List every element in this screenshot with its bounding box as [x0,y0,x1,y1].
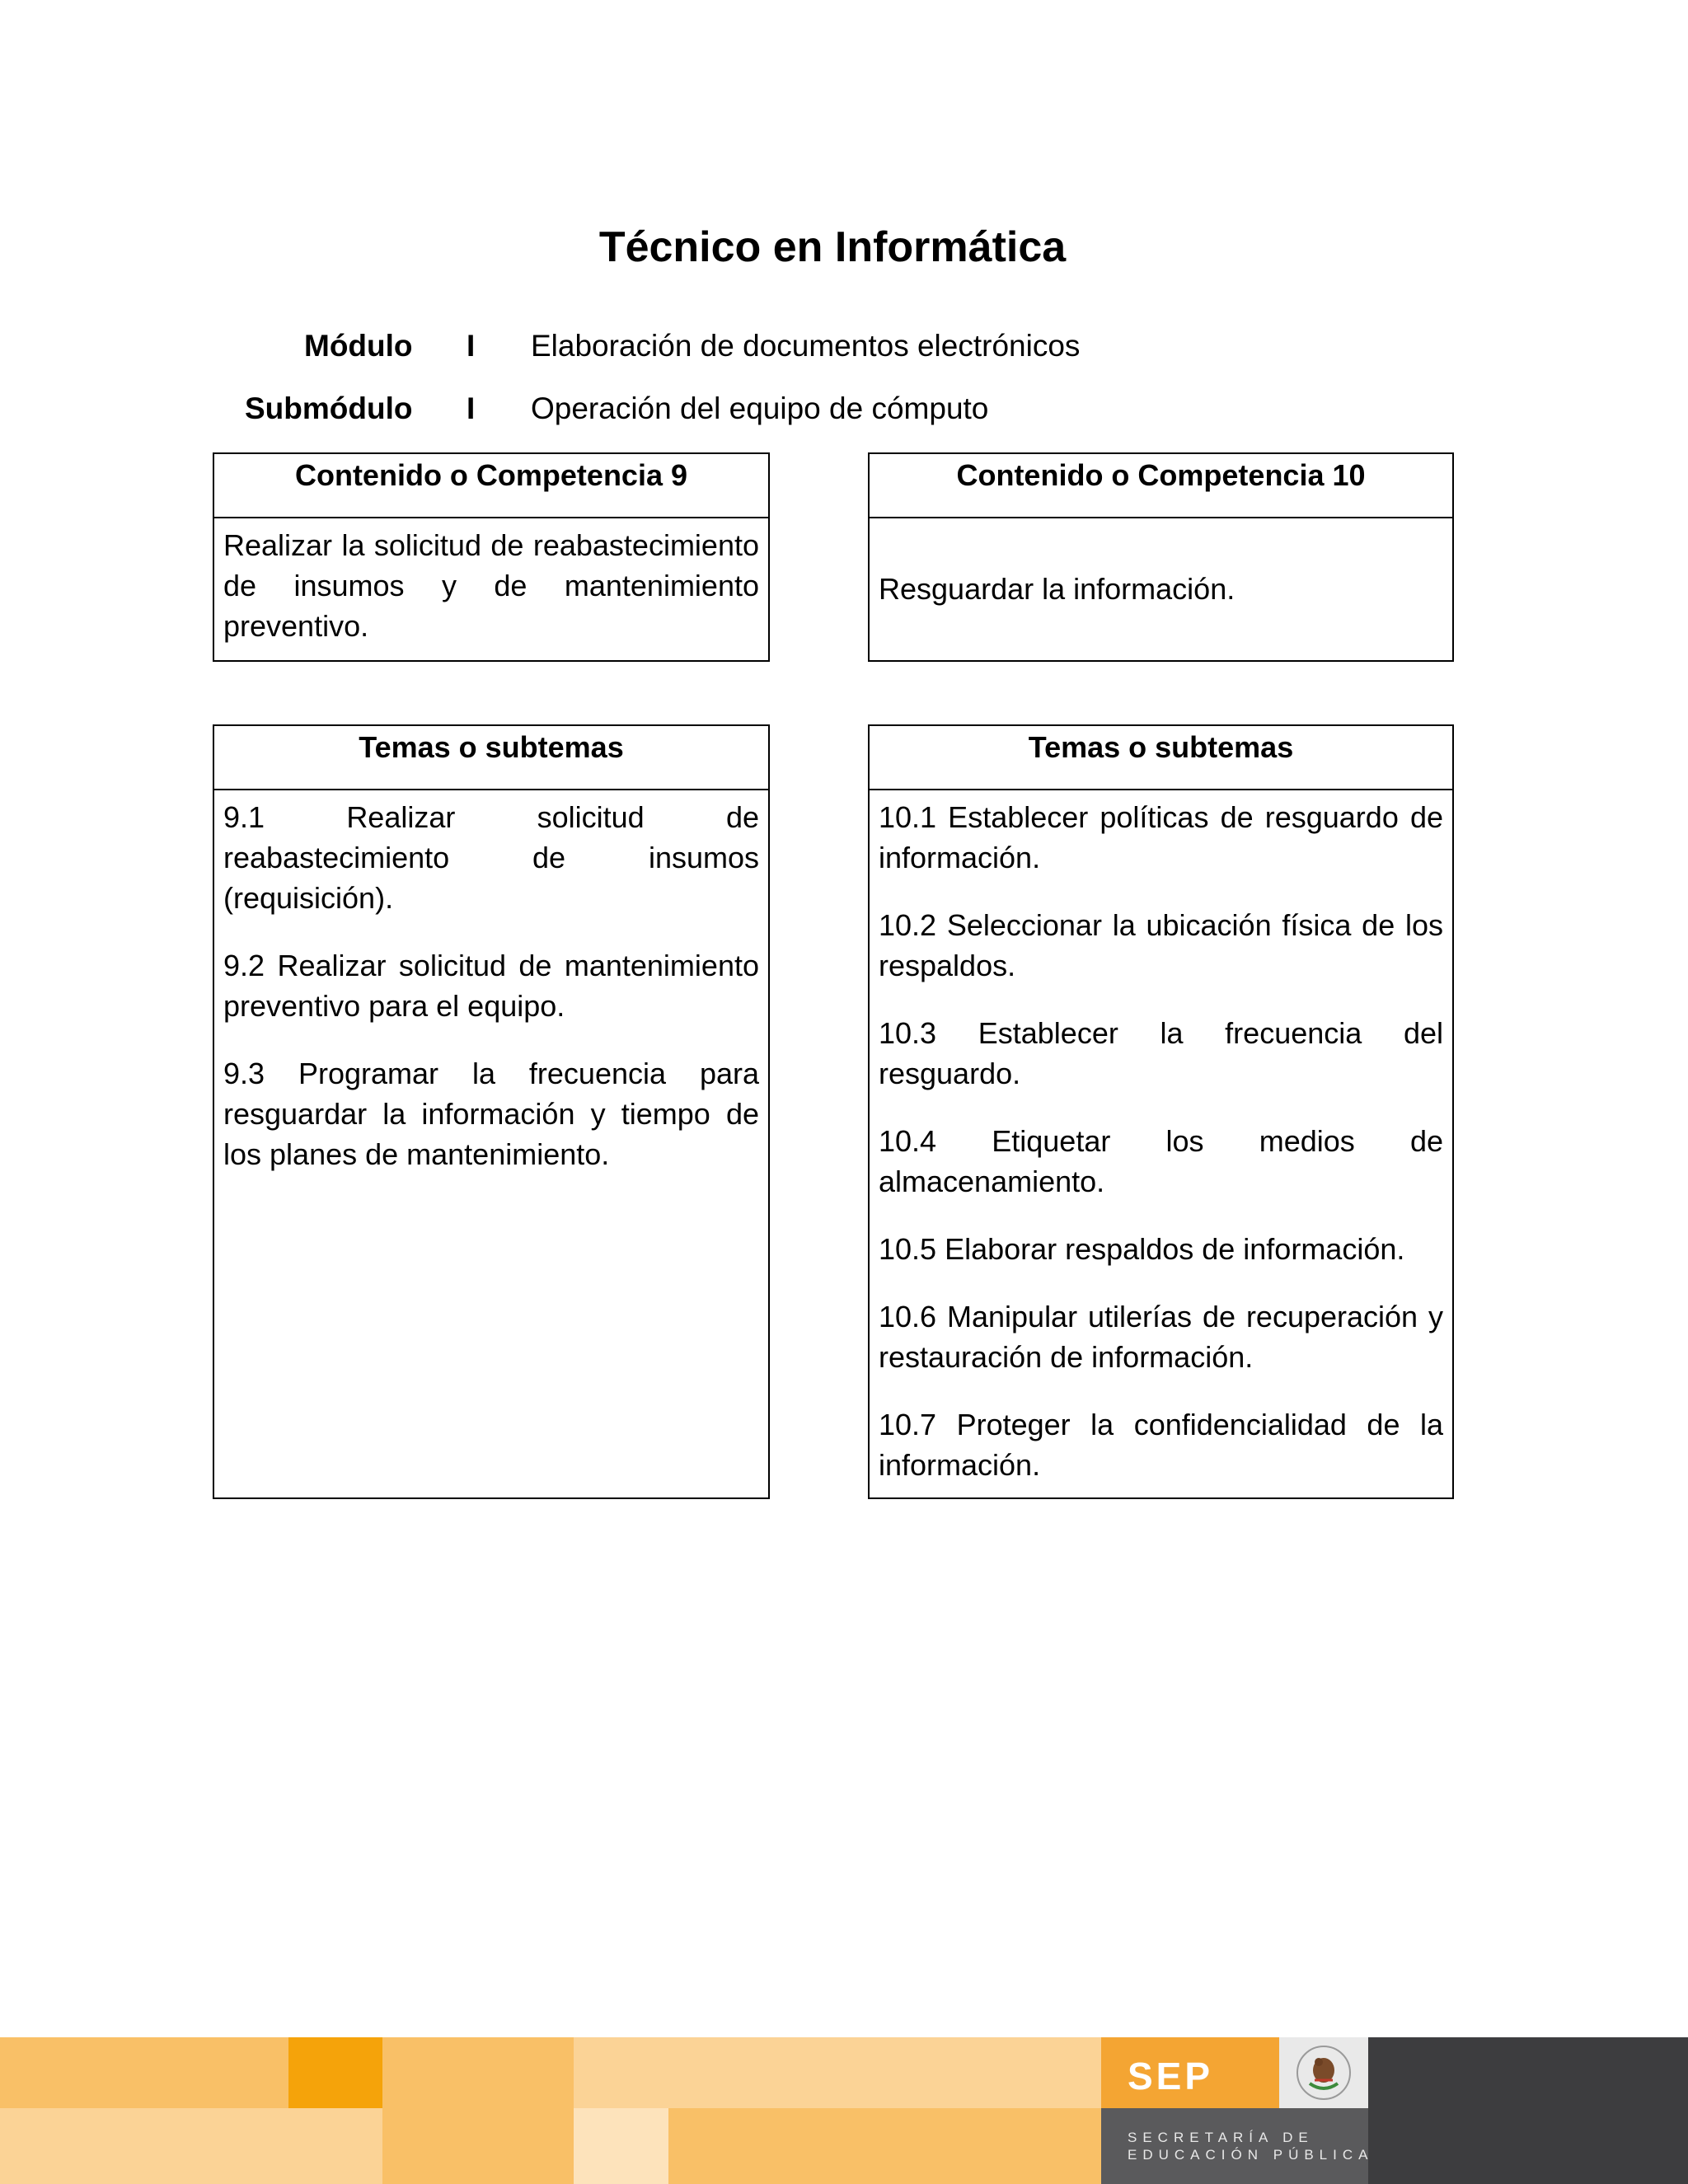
temas-9-header: Temas o subtemas [214,726,768,790]
temas-10-item: 10.1 Establecer políticas de resguardo de información. [879,800,1443,874]
footer-banner [0,2037,1688,2184]
footer-block [0,2037,288,2108]
modulo-label: Módulo [304,329,413,363]
competencia-9-body [214,518,768,646]
temas-10-list [870,790,1452,1485]
submodulo-number: I [467,391,476,425]
temas-10-item: 10.6 Manipular utilerías de recuperación y restauración de información. [879,1300,1443,1374]
modulo-number: I [467,329,476,363]
temas-10-item: 10.2 Seleccionar la ubicación física de los respaldos. [879,908,1443,982]
footer-gray-block [1101,2108,1368,2184]
competencia-10-body [870,518,1452,658]
temas-10-header: Temas o subtemas [870,726,1452,790]
footer-block [288,2037,382,2108]
temas-9-box [213,724,770,1499]
temas-10-item: 10.5 Elaborar respaldos de información. [879,1232,1405,1266]
page-title: Técnico en Informática [598,223,1067,271]
footer-block [574,2108,668,2184]
submodulo-label: Submódulo [245,391,413,425]
temas-10-item: 10.7 Proteger la confidencialidad de la información. [879,1408,1443,1482]
competencia-10-text: Resguardar la información. [879,571,1236,606]
footer-dark-block [1368,2037,1688,2184]
temas-9-item: 9.1 Realizar solicitud de reabastecimiento de insumos (requisición). [223,800,759,915]
temas-10-box [868,724,1454,1499]
temas-9-item: 9.3 Programar la frecuencia para resguardar la información y tiempo de los planes de mantenimiento. [223,1057,759,1171]
modulo-row [0,326,1154,367]
competencia-9-header: Contenido o Competencia 9 [214,454,768,518]
sep-logo-text: SEP [1128,2055,1214,2097]
temas-9-list [214,790,768,1174]
competencia-10-header: Contenido o Competencia 10 [870,454,1452,518]
footer-block [382,2037,574,2108]
competencia-10-box [868,452,1454,662]
mexican-coat-of-arms-icon [1292,2042,1356,2103]
temas-10-item: 10.3 Establecer la frecuencia del resguardo. [879,1016,1443,1090]
modulo-value: Elaboración de documentos electrónicos [531,329,1081,363]
competencia-9-text: Realizar la solicitud de reabastecimiento de insumos y de mantenimiento preventivo. [223,528,759,643]
footer-line-1: SECRETARÍA DE [1128,2130,1314,2145]
temas-10-item: 10.4 Etiquetar los medios de almacenamiento. [879,1124,1443,1198]
footer-block [0,2108,382,2184]
footer-block [574,2037,1101,2108]
submodulo-value: Operación del equipo de cómputo [531,391,989,425]
footer-block [382,2108,574,2184]
footer-block [668,2108,1101,2184]
footer-line-2: EDUCACIÓN PÚBLICA [1128,2147,1374,2163]
temas-9-item: 9.2 Realizar solicitud de mantenimiento preventivo para el equipo. [223,949,759,1023]
submodulo-row [0,388,1154,429]
competencia-9-box [213,452,770,662]
